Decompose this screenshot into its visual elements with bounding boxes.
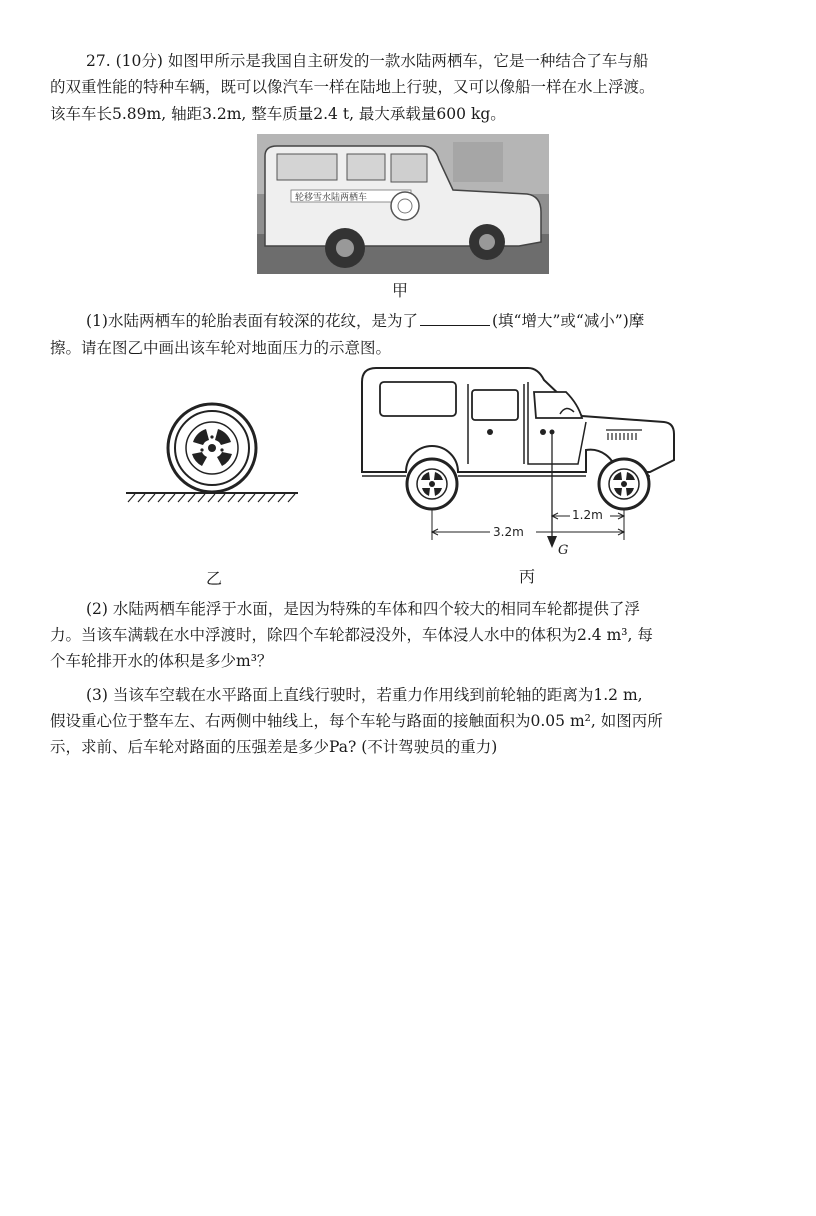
part-1-line-2: 擦。请在图乙中画出该车轮对地面压力的示意图。 xyxy=(50,339,392,357)
part-1-line-1 xyxy=(86,308,806,334)
amphibious-vehicle-photo xyxy=(257,134,549,274)
wheel-on-ground-figure xyxy=(122,402,302,508)
question-27-line-1: 27. (10分) 如图甲所示是我国自主研发的一款水陆两栖车，它是一种结合了车与船 xyxy=(86,52,649,70)
part-1-text-before-blank: (1)水陆两栖车的轮胎表面有较深的花纹，是为了 xyxy=(86,312,418,330)
gravity-label: G xyxy=(558,543,569,558)
part-3-line-1: (3) 当该车空载在水平路面上直线行驶时，若重力作用线到前轮轴的距离为1.2 m, xyxy=(86,686,643,704)
figure-jia-caption: 甲 xyxy=(392,281,409,300)
question-27-line-3: 该车车长5.89m, 轴距3.2m, 整车质量2.4 t, 最大承载量600 kg。 xyxy=(50,105,506,123)
part-2-line-2: 力。当该车满载在水中浮渡时，除四个车轮都浸没外，车体浸人水中的体积为2.4 m³, 每 xyxy=(50,626,653,644)
front-distance-label: 1.2m xyxy=(572,508,603,522)
part-2-line-3: 个车轮排开水的体积是多少m³？ xyxy=(50,652,273,670)
part-3-line-2: 假设重心位于整车左、右两侧中轴线上，每个车轮与路面的接触面积为0.05 m², 如图丙所 xyxy=(50,712,663,730)
figure-yi-caption: 乙 xyxy=(206,569,223,588)
question-27-line-2: 的双重性能的特种车辆，既可以像汽车一样在陆地上行驶，又可以像船一样在水上浮渡。 xyxy=(50,78,655,96)
part-3-line-3: 示，求前、后车轮对路面的压强差是多少Pa? (不计驾驶员的重力) xyxy=(50,738,498,756)
answer-blank[interactable] xyxy=(420,311,490,326)
vehicle-side-view-figure xyxy=(350,360,690,560)
wheelbase-label: 3.2m xyxy=(493,525,524,539)
figure-bing-caption: 丙 xyxy=(519,567,536,586)
photo-banner-text: 轮移雪水陆两栖车 xyxy=(295,193,368,203)
part-2-line-1: (2) 水陆两栖车能浮于水面，是因为特殊的车体和四个较大的相同车轮都提供了浮 xyxy=(86,600,640,618)
part-1-text-after-blank: (填“增大”或“减小”)摩 xyxy=(491,312,645,330)
